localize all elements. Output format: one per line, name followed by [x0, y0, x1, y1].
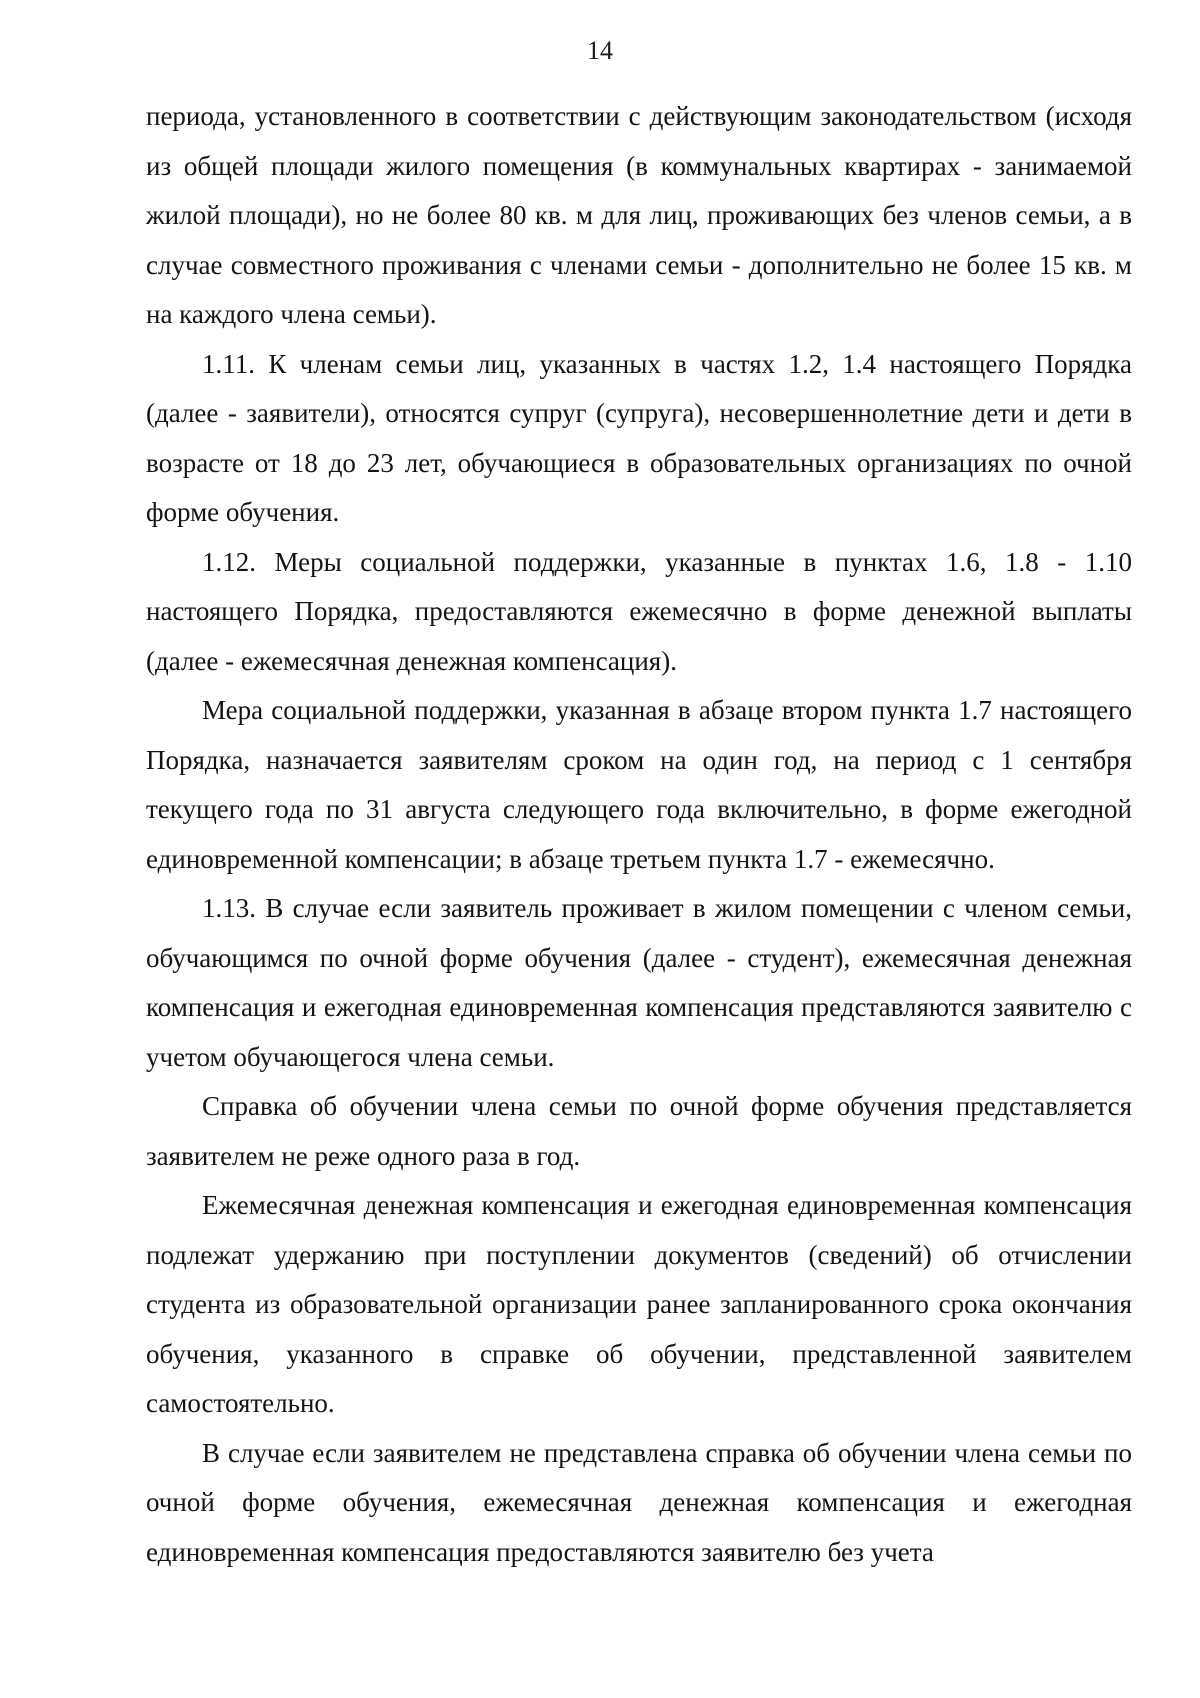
paragraph: периода, установленного в соответствии с действующим законодательством (исходя из общей площади жилого помещения (в коммунальных квартирах - занимаемой жилой площади), но не более 80 кв. м для лиц, проживающих без членов семьи, а в случае совместного проживания с членами семьи - дополнительно не более 15 кв. м на каждого члена семьи). — [146, 101, 1132, 329]
document-body — [146, 92, 1132, 1577]
paragraph: Ежемесячная денежная компенсация и ежегодная единовременная компенсация подлежат удержанию при поступлении документов (сведений) об отчислении студента из образовательной организации ранее запланированного срока окончания обучения, указанного в справке об обучении, представленной заявителем самостоятельно. — [146, 1190, 1132, 1418]
page-number: 14 — [587, 36, 613, 65]
paragraph: 1.13. В случае если заявитель проживает в жилом помещении с членом семьи, обучающимся по очной форме обучения (далее - студент), ежемесячная денежная компенсация и ежегодная единовременная компенсация представляются заявителю с учетом обучающегося члена семьи. — [146, 893, 1132, 1072]
paragraph: Справка об обучении члена семьи по очной форме обучения представляется заявителем не реже одного раза в год. — [146, 1091, 1132, 1171]
paragraph: 1.12. Меры социальной поддержки, указанные в пунктах 1.6, 1.8 - 1.10 настоящего Порядка, предоставляются ежемесячно в форме денежной выплаты (далее - ежемесячная денежная компенсация). — [146, 546, 1132, 676]
paragraph: 1.11. К членам семьи лиц, указанных в частях 1.2, 1.4 настоящего Порядка (далее - заявители), относятся супруг (супруга), несовершеннолетние дети и дети в возрасте от 18 до 23 лет, обучающиеся в образовательных организациях по очной форме обучения. — [146, 348, 1132, 527]
paragraph: В случае если заявителем не представлена справка об обучении члена семьи по очной форме обучения, ежемесячная денежная компенсация и ежегодная единовременная компенсация предоставляются заявителю без учета — [146, 1437, 1132, 1567]
paragraph: Мера социальной поддержки, указанная в абзаце втором пункта 1.7 настоящего Порядка, назначается заявителям сроком на один год, на период с 1 сентября текущего года по 31 августа следующего года включительно, в форме ежегодной единовременной компенсации; в абзаце третьем пункта 1.7 - ежемесячно. — [146, 695, 1132, 874]
